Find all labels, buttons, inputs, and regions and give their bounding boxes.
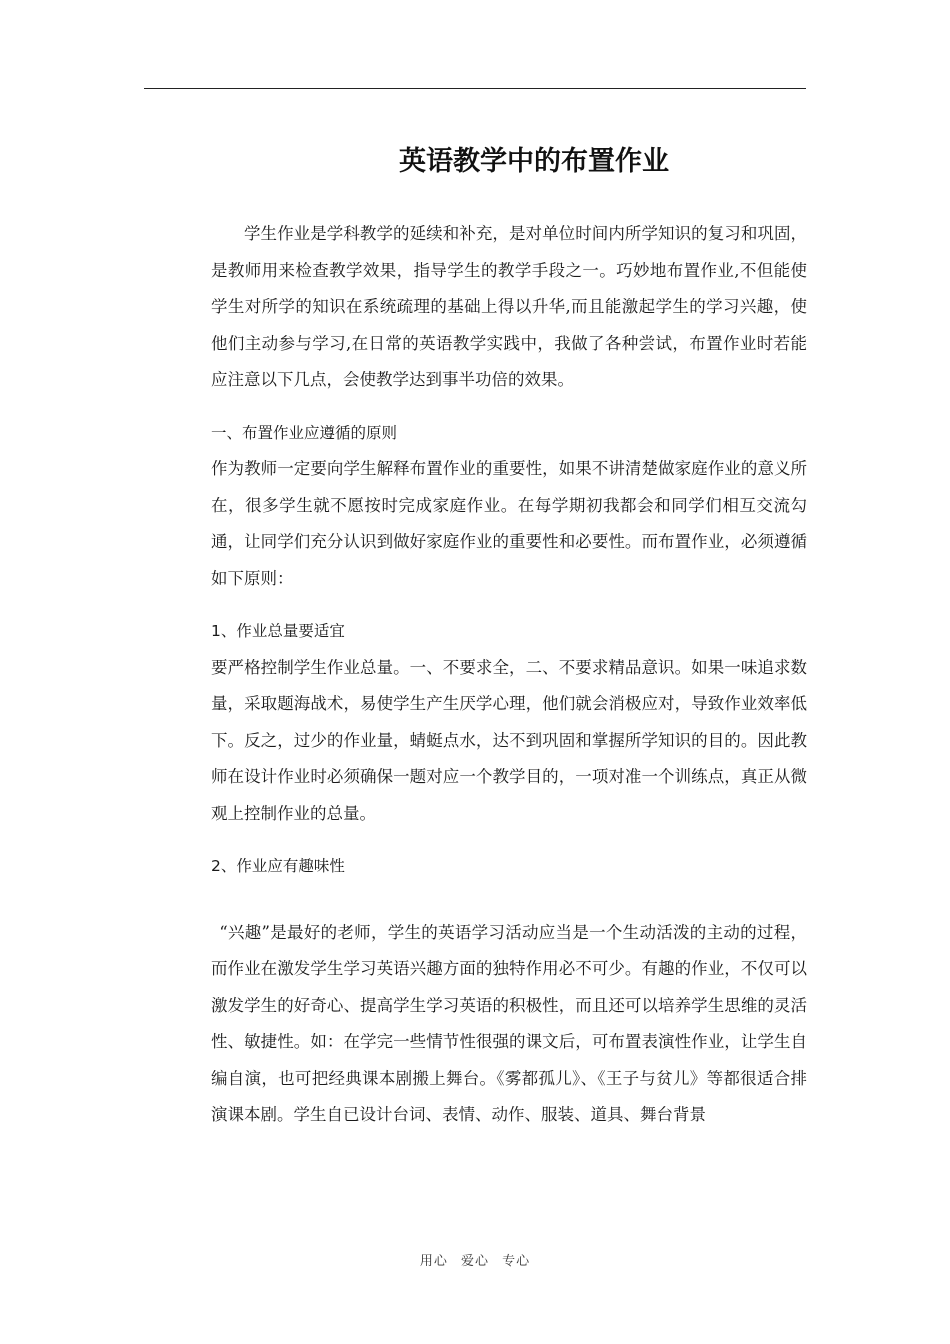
section-heading-principles: 一、布置作业应遵循的原则: [211, 423, 398, 442]
document-body: [211, 216, 807, 1134]
amount-paragraph: 要严格控制学生作业总量。一、不要求全，二、不要求精品意识。如果一味追求数量，采取题海战术，易使学生产生厌学心理，他们就会消极应对，导致作业效率低下。反之，过少的作业量，蜻蜓点水，达不到巩固和掌握所学知识的目的。因此教师在设计作业时必须确保一题对应一个教学目的，一项对准一个训练点，真正从微观上控制作业的总量。: [211, 657, 807, 823]
interest-paragraph: “兴趣”是最好的老师，学生的英语学习活动应当是一个生动活泼的主动的过程，而作业在激发学生学习英语兴趣方面的独特作用必不可少。有趣的作业，不仅可以激发学生的好奇心、提高学生学习英语的积极性，而且还可以培养学生思维的灵活性、敏捷性。如：在学完一些情节性很强的课文后，可布置表演性作业，让学生自编自演，也可把经典课本剧搬上舞台。《雾都孤儿》、《王子与贫儿》等都很适合排演课本剧。学生自已设计台词、表情、动作、服装、道具、舞台背景: [211, 922, 807, 1124]
intro-paragraph: 学生作业是学科教学的延续和补充，是对单位时间内所学知识的复习和巩固，是教师用来检查教学效果，指导学生的教学手段之一。巧妙地布置作业,不但能使学生对所学的知识在系统疏理的基础上得以升华,而且能激起学生的学习兴趣，使他们主动参与学习,在日常的英语教学实践中，我做了各种尝试，布置作业时若能应注意以下几点，会使教学达到事半功倍的效果。: [211, 224, 807, 389]
principles-paragraph: 作为教师一定要向学生解释布置作业的重要性，如果不讲清楚做家庭作业的意义所在，很多学生就不愿按时完成家庭作业。在每学期初我都会和同学们相互交流勾通，让同学们充分认识到做好家庭作业的重要性和必要性。而布置作业，必须遵循如下原则：: [211, 459, 807, 588]
point-heading-interest: 2、作业应有趣味性: [211, 857, 345, 875]
page-footer: 用心 爱心 专心: [419, 1254, 531, 1269]
page-title: 英语教学中的布置作业: [399, 146, 669, 177]
point-heading-amount: 1、作业总量要适宜: [211, 622, 345, 640]
header-rule: [144, 88, 806, 89]
